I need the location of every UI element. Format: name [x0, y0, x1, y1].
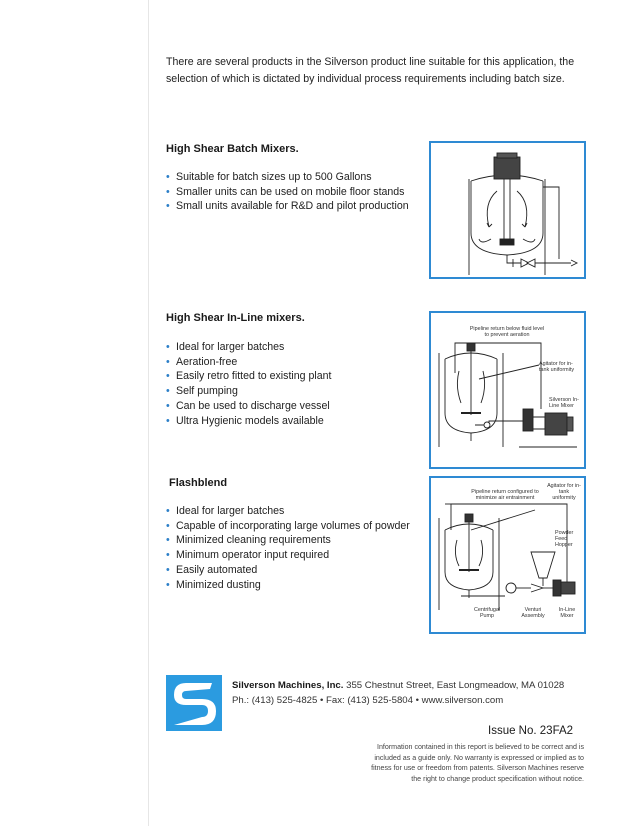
margin-rule	[148, 0, 149, 826]
bullet-item: • Can be used to discharge vessel	[166, 399, 331, 414]
bullet-item: • Ideal for larger batches	[166, 504, 410, 519]
section-title-flashblend: Flashblend	[169, 477, 228, 489]
pipeline-return-text: Pipeline return below fluid level to prevent aeration	[469, 326, 545, 338]
inline-mixers-bullets	[166, 340, 331, 428]
issue-number: Issue No. 23FA2	[488, 725, 574, 737]
flash-pipeline-label: Pipeline return configured to minimize air entrainment	[471, 489, 539, 501]
bullet-item: • Ideal for larger batches	[166, 340, 331, 355]
agitator-label: Agitator for in-tank uniformity	[539, 361, 575, 373]
bullet-item: • Self pumping	[166, 384, 331, 399]
flashblend-bullets	[166, 504, 410, 592]
hopper-label: Powder Feed Hopper	[555, 530, 574, 548]
pipeline-return-label	[467, 326, 547, 338]
venturi-label: Venturi Assembly	[521, 607, 545, 619]
section-title-inline-mixers: High Shear In-Line mixers.	[166, 312, 305, 324]
bullet-item: • Small units available for R&D and pilot production	[166, 199, 409, 214]
bullet-item: • Easily retro fitted to existing plant	[166, 369, 331, 384]
batch-mixer-diagram	[429, 141, 586, 279]
inline-mixer-diagram	[429, 311, 586, 469]
bullet-item: • Suitable for batch sizes up to 500 Gallons	[166, 170, 409, 185]
bullet-item: • Minimum operator input required	[166, 548, 410, 563]
flash-agitator-label: Agitator for in-tank uniformity	[547, 483, 581, 501]
bullet-item: • Ultra Hygienic models available	[166, 414, 331, 429]
company-name: Silverson Machines, Inc.	[232, 680, 344, 691]
bullet-item: • Easily automated	[166, 563, 410, 578]
bullet-item: • Minimized cleaning requirements	[166, 533, 410, 548]
bullet-item: • Minimized dusting	[166, 578, 410, 593]
pump-label: Centrifugal Pump	[473, 607, 501, 619]
intro-paragraph: There are several products in the Silverson product line suitable for this application, the selection of which is dictated by individual process requirements including batch size.	[166, 56, 575, 85]
section-title-batch-mixers: High Shear Batch Mixers.	[166, 143, 299, 155]
silverson-logo-icon	[166, 675, 222, 731]
bullet-item: • Smaller units can be used on mobile floor stands	[166, 185, 409, 200]
bullet-item: • Aeration-free	[166, 355, 331, 370]
disclaimer-text: Information contained in this report is believed to be correct and is included as a guide only. No warranty is expressed or implied as to fitness for use or freedom from patents. Silverson Machines reserve the right to change product specification without notice.	[371, 743, 584, 783]
batch-mixers-bullets	[166, 170, 409, 214]
bullet-item: • Capable of incorporating large volumes of powder	[166, 519, 410, 534]
company-info	[232, 678, 564, 708]
inline-mixer-label: Silverson In-Line Mixer	[549, 397, 579, 409]
company-contact: Ph.: (413) 525-4825 • Fax: (413) 525-5804 • www.silverson.com	[232, 695, 504, 706]
batch-mixer-illustration	[431, 143, 584, 277]
flash-inline-mixer-label: In-Line Mixer	[558, 607, 576, 619]
flashblend-diagram	[429, 476, 586, 634]
company-address: 355 Chestnut Street, East Longmeadow, MA 01028	[346, 680, 565, 691]
